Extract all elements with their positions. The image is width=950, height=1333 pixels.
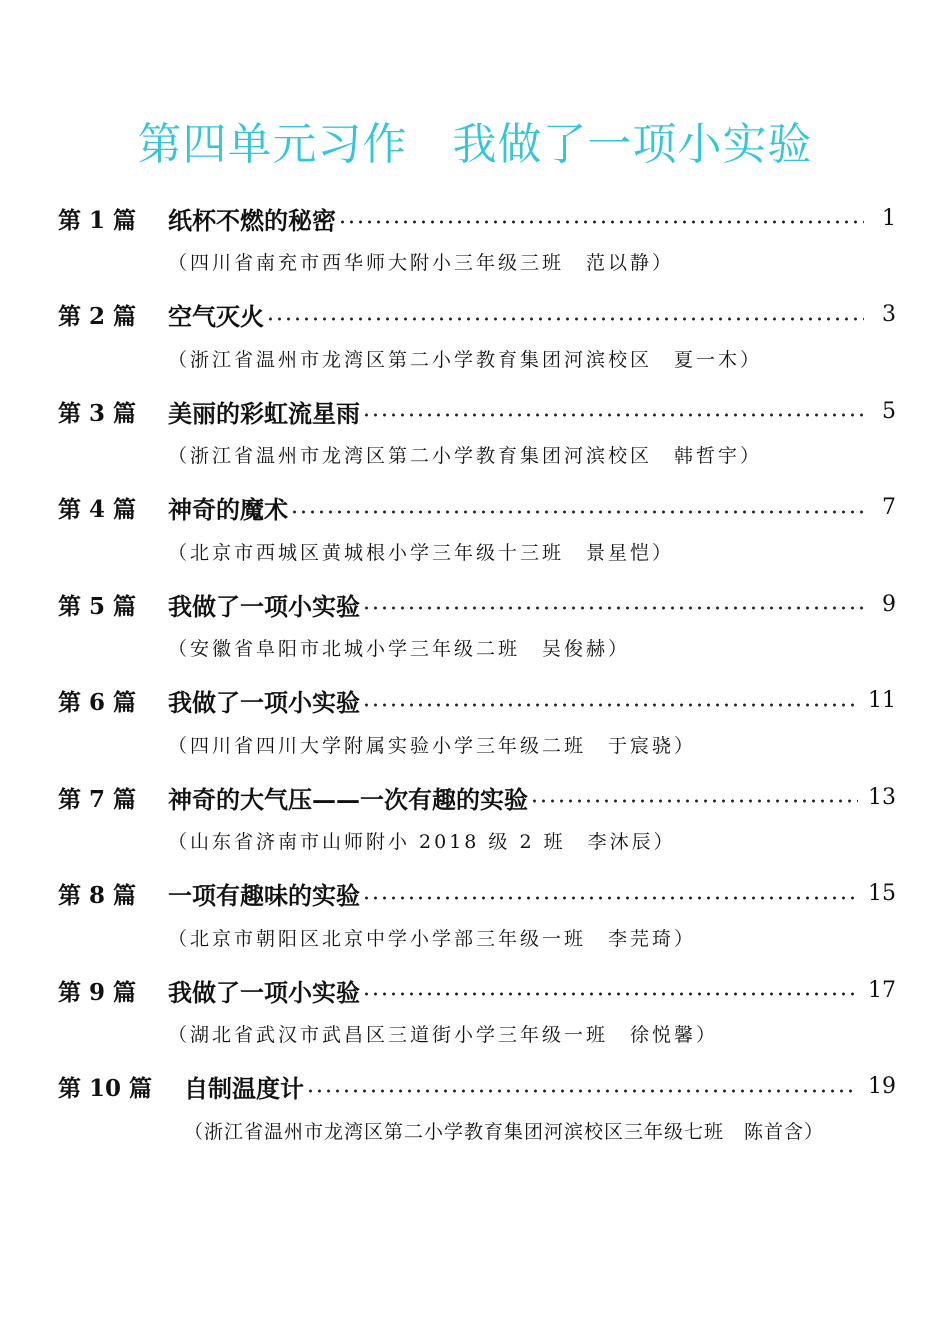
dot-leader xyxy=(338,220,864,224)
entry-number: 第 9 篇 xyxy=(58,978,137,1006)
toc-entry-line xyxy=(58,772,896,822)
entry-title: 我做了一项小实验 xyxy=(168,688,360,717)
entry-number: 第 3 篇 xyxy=(58,399,137,427)
entry-author: （山东省济南市山师附小 2018 级 2 班 李沐辰） xyxy=(168,831,676,853)
dot-leader xyxy=(362,413,864,417)
entry-title: 我做了一项小实验 xyxy=(168,591,360,621)
entry-number: 第 6 篇 xyxy=(58,689,137,716)
toc-entry-line xyxy=(58,290,896,340)
toc-entry-line xyxy=(58,386,896,436)
entry-number: 第 8 篇 xyxy=(58,882,137,909)
toc-entry[interactable] xyxy=(58,290,896,387)
table-of-contents xyxy=(58,193,896,1158)
dot-leader xyxy=(290,510,864,514)
entry-page-number: 9 xyxy=(882,591,896,617)
entry-author: （浙江省温州市龙湾区第二小学教育集团河滨校区 夏一木） xyxy=(168,348,763,371)
dot-leader xyxy=(362,606,864,610)
toc-entry[interactable] xyxy=(58,772,896,869)
entry-title: 空气灭火 xyxy=(168,302,264,331)
toc-entry[interactable] xyxy=(58,386,896,483)
entry-title: 美丽的彩虹流星雨 xyxy=(168,398,360,428)
entry-author: （安徽省阜阳市北城小学三年级二班 吴俊赫） xyxy=(168,638,631,660)
entry-title: 我做了一项小实验 xyxy=(168,977,360,1007)
entry-title: 神奇的魔术 xyxy=(168,495,288,524)
entry-title: 神奇的大气压——一次有趣的实验 xyxy=(168,784,528,814)
entry-author: （四川省南充市西华师大附小三年级三班 范以静） xyxy=(168,252,675,274)
toc-entry-line xyxy=(58,869,896,919)
entry-author: （浙江省温州市龙湾区第二小学教育集团河滨校区 韩哲宇） xyxy=(168,445,763,467)
dot-leader xyxy=(362,896,858,900)
dot-leader xyxy=(530,799,858,803)
toc-entry[interactable] xyxy=(58,1062,896,1159)
entry-title: 自制温度计 xyxy=(184,1074,304,1103)
dot-leader xyxy=(306,1089,858,1093)
entry-number: 第 4 篇 xyxy=(58,496,137,523)
toc-entry[interactable] xyxy=(58,676,896,773)
entry-author: （北京市朝阳区北京中学小学部三年级一班 李芫琦） xyxy=(168,927,697,950)
toc-entry-line xyxy=(58,579,896,629)
entry-author: （浙江省温州市龙湾区第二小学教育集团河滨校区三年级七班 陈首含） xyxy=(184,1120,825,1143)
entry-page-number: 3 xyxy=(882,302,896,327)
toc-entry-line xyxy=(58,676,896,726)
entry-number: 第 7 篇 xyxy=(58,785,137,813)
entry-author: （四川省四川大学附属实验小学三年级二班 于宸骁） xyxy=(168,734,697,757)
toc-entry[interactable] xyxy=(58,965,896,1062)
toc-entry[interactable] xyxy=(58,869,896,966)
toc-entry-line xyxy=(58,965,896,1015)
entry-author: （北京市西城区黄城根小学三年级十三班 景星恺） xyxy=(168,541,675,564)
entry-title: 纸杯不燃的秘密 xyxy=(168,205,336,235)
entry-author: （湖北省武汉市武昌区三道街小学三年级一班 徐悦馨） xyxy=(168,1024,719,1046)
entry-page-number: 15 xyxy=(868,881,896,906)
toc-entry-line xyxy=(58,1062,896,1112)
toc-entry[interactable] xyxy=(58,579,896,676)
entry-page-number: 19 xyxy=(868,1074,896,1099)
dot-leader xyxy=(362,703,858,707)
toc-entry-line xyxy=(58,483,896,533)
entry-page-number: 7 xyxy=(882,495,896,520)
entry-number: 第 1 篇 xyxy=(58,206,137,234)
dot-leader xyxy=(362,992,858,996)
entry-page-number: 5 xyxy=(882,398,896,424)
entry-page-number: 17 xyxy=(868,977,896,1003)
dot-leader xyxy=(266,317,864,321)
toc-entry-line xyxy=(58,193,896,243)
entry-number: 第 2 篇 xyxy=(58,303,137,330)
page-title: 第四单元习作 我做了一项小实验 xyxy=(137,119,813,170)
entry-page-number: 13 xyxy=(868,784,896,810)
entry-number: 第 5 篇 xyxy=(58,592,137,620)
toc-entry[interactable] xyxy=(58,193,896,290)
entry-title: 一项有趣味的实验 xyxy=(168,881,360,910)
entry-page-number: 11 xyxy=(868,688,896,713)
toc-entry[interactable] xyxy=(58,483,896,580)
entry-page-number: 1 xyxy=(882,205,896,231)
entry-number: 第 10 篇 xyxy=(58,1075,153,1102)
